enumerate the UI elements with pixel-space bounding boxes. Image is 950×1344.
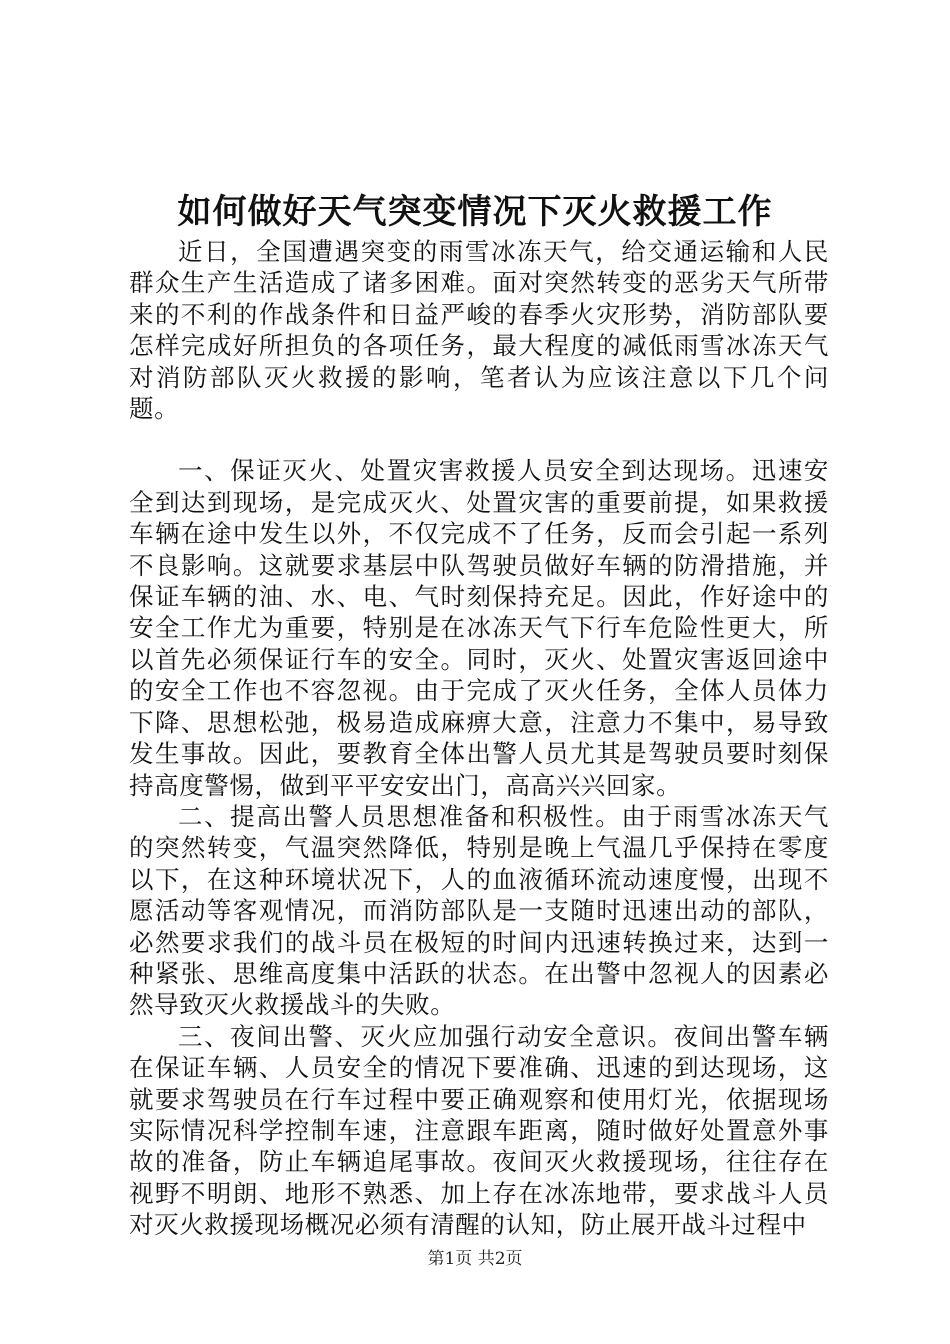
paragraph-section-2: 二、提高出警人员思想准备和积极性。由于雨雪冰冻天气的突然转变，气温突然降低，特别是晚上气温几乎保持在零度以下，在这种环境状况下，人的血液循环流动速度慢，出现不愿活动等客观情况，而消防部队是一支随时迅速出动的部队，必然要求我们的战斗员在极短的时间内迅速转换过来，达到一种紧张、思维高度集中活跃的状态。在出警中忽视人的因素必然导致灭火救援战斗的失败。	[129, 801, 829, 1020]
document-title: 如何做好天气突变情况下灭火救援工作	[177, 192, 773, 232]
paragraph-section-3: 三、夜间出警、灭火应加强行动安全意识。夜间出警车辆在保证车辆、人员安全的情况下要准确、迅速的到达现场，这就要求驾驶员在行车过程中要正确观察和使用灯光，依据现场实际情况科学控制车速，注意跟车距离，随时做好处置意外事故的准备，防止车辆追尾事故。夜间灭火救援现场，往往存在视野不明朗、地形不熟悉、加上存在冰冻地带，要求战斗人员对灭火救援现场概况必须有清醒的认知，防止展开战斗过程中	[129, 1021, 829, 1240]
page-footer: 第1页 共2页	[427, 1249, 523, 1269]
document-body	[129, 236, 829, 1241]
paragraph-section-1: 一、保证灭火、处置灾害救援人员安全到达现场。迅速安全到达到现场，是完成灭火、处置灾害的重要前提，如果救援车辆在途中发生以外，不仅完成不了任务，反而会引起一系列不良影响。这就要求基层中队驾驶员做好车辆的防滑措施，并保证车辆的油、水、电、气时刻保持充足。因此，作好途中的安全工作尤为重要，特别是在冰冻天气下行车危险性更大，所以首先必须保证行车的安全。同时，灭火、处置灾害返回途中的安全工作也不容忽视。由于完成了灭火任务，全体人员体力下降、思想松弛，极易造成麻痹大意，注意力不集中，易导致发生事故。因此，要教育全体出警人员尤其是驾驶员要时刻保持高度警惕，做到平平安安出门，高高兴兴回家。	[129, 456, 829, 800]
paragraph-intro: 近日，全国遭遇突变的雨雪冰冻天气，给交通运输和人民群众生产生活造成了诸多困难。面对突然转变的恶劣天气所带来的不利的作战条件和日益严峻的春季火灾形势，消防部队要怎样完成好所担负的各项任务，最大程度的减低雨雪冰冻天气对消防部队灭火救援的影响，笔者认为应该注意以下几个问题。	[129, 237, 829, 424]
